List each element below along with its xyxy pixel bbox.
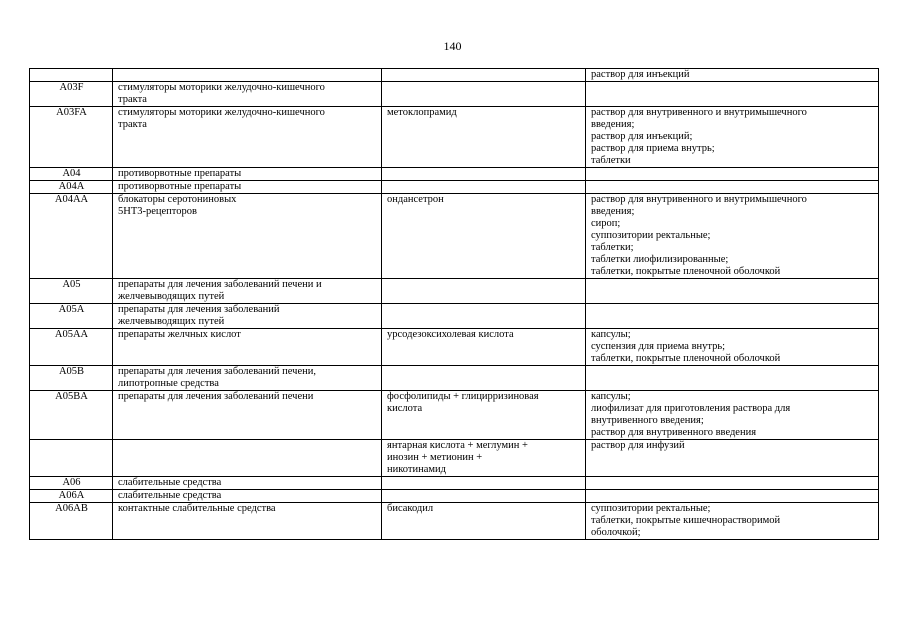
dosage-form-line: раствор для внутривенного введения bbox=[591, 427, 757, 438]
atc-code-cell bbox=[30, 440, 113, 477]
substance-cell bbox=[382, 329, 586, 366]
atc-code-cell: A06 bbox=[30, 477, 113, 490]
table-row bbox=[30, 69, 879, 82]
substance-cell bbox=[382, 477, 586, 490]
group-line: противорвотные препараты bbox=[118, 168, 242, 179]
atc-group-cell bbox=[113, 391, 382, 440]
table-row bbox=[30, 107, 879, 168]
group-line: стимуляторы моторики желудочно-кишечного bbox=[118, 107, 325, 118]
group-line: желчевыводящих путей bbox=[118, 316, 225, 327]
atc-code-cell: A04A bbox=[30, 181, 113, 194]
substance-line: урсодезоксихолевая кислота bbox=[387, 329, 514, 340]
atc-group-cell bbox=[113, 69, 382, 82]
group-line: тракта bbox=[118, 94, 147, 105]
group-line: желчевыводящих путей bbox=[118, 291, 225, 302]
dosage-forms-cell bbox=[586, 194, 879, 279]
dosage-form-line: таблетки, покрытые кишечнорастворимой bbox=[591, 515, 781, 526]
atc-group-cell bbox=[113, 168, 382, 181]
substance-cell bbox=[382, 440, 586, 477]
atc-code-cell: A06AB bbox=[30, 503, 113, 540]
atc-code-cell: A05BA bbox=[30, 391, 113, 440]
dosage-form-line: капсулы; bbox=[591, 391, 631, 402]
dosage-forms-cell bbox=[586, 69, 879, 82]
dosage-form-line: введения; bbox=[591, 206, 635, 217]
atc-group-cell bbox=[113, 304, 382, 329]
substance-cell bbox=[382, 69, 586, 82]
dosage-forms-cell bbox=[586, 477, 879, 490]
atc-code-cell: A05 bbox=[30, 279, 113, 304]
dosage-form-line: внутривенного введения; bbox=[591, 415, 704, 426]
dosage-form-line: раствор для внутривенного и внутримышечного bbox=[591, 107, 807, 118]
atc-group-cell bbox=[113, 194, 382, 279]
group-line: контактные слабительные средства bbox=[118, 503, 276, 514]
atc-code-cell: A03F bbox=[30, 82, 113, 107]
group-line: препараты для лечения заболеваний bbox=[118, 304, 280, 315]
dosage-forms-cell bbox=[586, 440, 879, 477]
table-row bbox=[30, 391, 879, 440]
dosage-form-line: таблетки, покрытые пленочной оболочкой bbox=[591, 353, 781, 364]
group-line: препараты желчных кислот bbox=[118, 329, 241, 340]
substance-line: инозин + метионин + bbox=[387, 452, 483, 463]
substance-line: янтарная кислота + меглумин + bbox=[387, 440, 528, 451]
table-row bbox=[30, 477, 879, 490]
substance-line: кислота bbox=[387, 403, 423, 414]
atc-code-cell: A04 bbox=[30, 168, 113, 181]
atc-code-cell: A04AA bbox=[30, 194, 113, 279]
dosage-forms-cell bbox=[586, 304, 879, 329]
substance-cell bbox=[382, 490, 586, 503]
substance-cell bbox=[382, 503, 586, 540]
substance-cell bbox=[382, 168, 586, 181]
table-row bbox=[30, 279, 879, 304]
group-line: тракта bbox=[118, 119, 147, 130]
dosage-form-line: сироп; bbox=[591, 218, 621, 229]
atc-code-cell: A03FA bbox=[30, 107, 113, 168]
substance-line: бисакодил bbox=[387, 503, 434, 514]
dosage-form-line: суппозитории ректальные; bbox=[591, 230, 711, 241]
substance-line: фосфолипиды + глицирризиновая bbox=[387, 391, 539, 402]
dosage-form-line: суспензия для приема внутрь; bbox=[591, 341, 726, 352]
dosage-forms-cell bbox=[586, 168, 879, 181]
atc-group-cell bbox=[113, 490, 382, 503]
atc-group-cell bbox=[113, 181, 382, 194]
dosage-form-line: капсулы; bbox=[591, 329, 631, 340]
dosage-form-line: раствор для инъекций; bbox=[591, 131, 693, 142]
table-row bbox=[30, 168, 879, 181]
table-row bbox=[30, 366, 879, 391]
page-number: 140 bbox=[443, 39, 462, 53]
atc-group-cell bbox=[113, 477, 382, 490]
group-line: липотропные средства bbox=[118, 378, 219, 389]
drug-list-table bbox=[29, 68, 879, 540]
substance-cell bbox=[382, 82, 586, 107]
table-row bbox=[30, 304, 879, 329]
substance-cell bbox=[382, 181, 586, 194]
dosage-forms-cell bbox=[586, 503, 879, 540]
dosage-form-line: суппозитории ректальные; bbox=[591, 503, 711, 514]
atc-group-cell bbox=[113, 279, 382, 304]
dosage-forms-cell bbox=[586, 181, 879, 194]
dosage-form-line: раствор для приема внутрь; bbox=[591, 143, 715, 154]
atc-group-cell bbox=[113, 366, 382, 391]
group-line: 5HT3-рецепторов bbox=[118, 206, 197, 217]
dosage-forms-cell bbox=[586, 366, 879, 391]
dosage-form-line: таблетки; bbox=[591, 242, 634, 253]
dosage-form-line: введения; bbox=[591, 119, 635, 130]
dosage-forms-cell bbox=[586, 391, 879, 440]
table-row bbox=[30, 194, 879, 279]
substance-cell bbox=[382, 391, 586, 440]
atc-code-cell bbox=[30, 69, 113, 82]
table-row bbox=[30, 503, 879, 540]
group-line: блокаторы серотониновых bbox=[118, 194, 237, 205]
group-line: препараты для лечения заболеваний печени bbox=[118, 391, 314, 402]
dosage-forms-cell bbox=[586, 107, 879, 168]
atc-group-cell bbox=[113, 329, 382, 366]
dosage-forms-cell bbox=[586, 329, 879, 366]
substance-cell bbox=[382, 194, 586, 279]
substance-cell bbox=[382, 279, 586, 304]
substance-line: метоклопрамид bbox=[387, 107, 457, 118]
substance-line: никотинамид bbox=[387, 464, 447, 475]
group-line: препараты для лечения заболеваний печени, bbox=[118, 366, 316, 377]
dosage-form-line: раствор для внутривенного и внутримышечного bbox=[591, 194, 807, 205]
group-line: стимуляторы моторики желудочно-кишечного bbox=[118, 82, 325, 93]
group-line: препараты для лечения заболеваний печени и bbox=[118, 279, 322, 290]
dosage-forms-cell bbox=[586, 490, 879, 503]
dosage-form-line: оболочкой; bbox=[591, 527, 641, 538]
dosage-form-line: таблетки, покрытые пленочной оболочкой bbox=[591, 266, 781, 277]
table-body bbox=[30, 69, 879, 540]
substance-line: ондансетрон bbox=[387, 194, 444, 205]
dosage-form-line: раствор для инфузий bbox=[591, 440, 685, 451]
atc-code-cell: A05B bbox=[30, 366, 113, 391]
atc-code-cell: A05AA bbox=[30, 329, 113, 366]
dosage-form-line: таблетки bbox=[591, 155, 631, 166]
atc-group-cell bbox=[113, 82, 382, 107]
dosage-form-line: лиофилизат для приготовления раствора для bbox=[591, 403, 791, 414]
substance-cell bbox=[382, 366, 586, 391]
atc-group-cell bbox=[113, 440, 382, 477]
substance-cell bbox=[382, 107, 586, 168]
table-row bbox=[30, 490, 879, 503]
dosage-form-line: таблетки лиофилизированные; bbox=[591, 254, 729, 265]
table-row bbox=[30, 181, 879, 194]
dosage-forms-cell bbox=[586, 82, 879, 107]
substance-cell bbox=[382, 304, 586, 329]
dosage-forms-cell bbox=[586, 279, 879, 304]
table-row bbox=[30, 82, 879, 107]
dosage-form-line: раствор для инъекций bbox=[591, 69, 690, 80]
table-row bbox=[30, 440, 879, 477]
group-line: слабительные средства bbox=[118, 490, 222, 501]
atc-code-cell: A06A bbox=[30, 490, 113, 503]
atc-group-cell bbox=[113, 503, 382, 540]
group-line: слабительные средства bbox=[118, 477, 222, 488]
atc-group-cell bbox=[113, 107, 382, 168]
group-line: противорвотные препараты bbox=[118, 181, 242, 192]
atc-code-cell: A05A bbox=[30, 304, 113, 329]
table-row bbox=[30, 329, 879, 366]
